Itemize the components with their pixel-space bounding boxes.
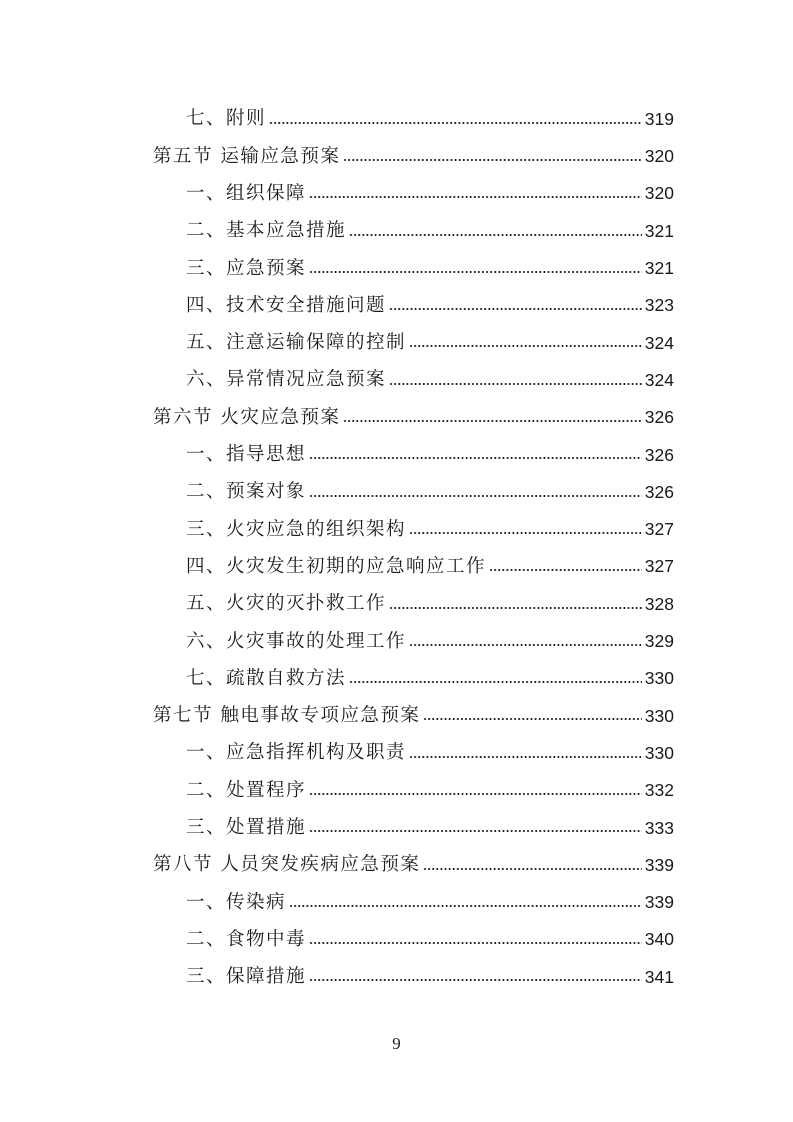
toc-dot-leader [343,420,641,422]
toc-subsection-entry[interactable] [153,437,674,474]
toc-entry-label: 一、应急指挥机构及职责 [186,742,407,764]
toc-subsection-entry[interactable] [153,213,674,250]
toc-dot-leader [409,756,642,758]
toc-dot-leader [269,122,642,124]
toc-entry-page-number: 328 [644,593,674,614]
toc-dot-leader [389,383,642,385]
toc-subsection-entry[interactable] [153,474,674,511]
toc-entry-label: 二、基本应急措施 [186,220,347,242]
toc-entry-page-number: 333 [644,817,674,838]
toc-section-entry[interactable] [153,847,674,884]
toc-subsection-entry[interactable] [153,772,674,809]
toc-subsection-entry[interactable] [153,623,674,660]
toc-entry-page-number: 329 [644,631,674,652]
toc-entry-page-number: 339 [644,892,674,913]
toc-entry-page-number: 319 [644,108,674,129]
toc-entry-label: 六、异常情况应急预案 [186,369,387,391]
toc-entry-page-number: 340 [644,929,674,950]
toc-entry-label: 一、指导思想 [186,444,307,466]
toc-subsection-entry[interactable] [153,810,674,847]
toc-entry-page-number: 327 [644,519,674,540]
toc-entry-page-number: 330 [644,742,674,763]
toc-dot-leader [309,271,642,273]
toc-dot-leader [409,345,642,347]
toc-subsection-entry[interactable] [153,586,674,623]
toc-subsection-entry[interactable] [153,101,674,138]
toc-entry-label: 三、处置措施 [186,817,307,839]
toc-entry-label: 三、应急预案 [186,257,307,279]
toc-entry-page-number: 332 [644,780,674,801]
toc-entry-label: 第六节 火灾应急预案 [153,406,341,428]
page-number: 9 [392,1034,401,1053]
toc-entry-label: 一、传染病 [186,891,287,913]
toc-entry-label: 四、火灾发生初期的应急响应工作 [186,555,487,577]
toc-entry-label: 第七节 触电事故专项应急预案 [153,705,421,727]
toc-entry-page-number: 324 [644,332,674,353]
toc-entry-page-number: 320 [644,183,674,204]
toc-dot-leader [309,793,642,795]
toc-entry-label: 二、预案对象 [186,481,307,503]
toc-subsection-entry[interactable] [153,922,674,959]
toc-subsection-entry[interactable] [153,362,674,399]
toc-dot-leader [289,905,642,907]
toc-entry-label: 六、火灾事故的处理工作 [186,630,407,652]
toc-subsection-entry[interactable] [153,176,674,213]
toc-dot-leader [309,979,642,981]
toc-dot-leader [309,495,642,497]
toc-entry-label: 三、保障措施 [186,966,307,988]
toc-subsection-entry[interactable] [153,549,674,586]
toc-entry-page-number: 339 [644,854,674,875]
toc-entry-page-number: 323 [644,295,674,316]
toc-entry-page-number: 321 [644,220,674,241]
toc-entry-label: 第八节 人员突发疾病应急预案 [153,854,421,876]
toc-entry-label: 二、食物中毒 [186,928,307,950]
toc-entry-label: 五、注意运输保障的控制 [186,332,407,354]
toc-entry-label: 二、处置程序 [186,779,307,801]
toc-subsection-entry[interactable] [153,325,674,362]
toc-dot-leader [389,308,642,310]
toc-entry-page-number: 341 [644,966,674,987]
toc-dot-leader [423,718,641,720]
toc-dot-leader [409,644,642,646]
toc-entry-page-number: 327 [644,556,674,577]
toc-section-entry[interactable] [153,698,674,735]
toc-entry-label: 七、附则 [186,108,267,130]
toc-subsection-entry[interactable] [153,511,674,548]
toc-entry-page-number: 324 [644,369,674,390]
toc-dot-leader [489,569,642,571]
toc-entry-label: 五、火灾的灭扑救工作 [186,593,387,615]
toc-dot-leader [309,457,642,459]
toc-section-entry[interactable] [153,138,674,175]
toc-dot-leader [423,868,641,870]
toc-dot-leader [389,607,642,609]
toc-subsection-entry[interactable] [153,959,674,996]
toc-subsection-entry[interactable] [153,660,674,697]
toc-entry-label: 三、火灾应急的组织架构 [186,518,407,540]
toc-dot-leader [309,942,642,944]
toc-entry-page-number: 326 [644,481,674,502]
toc-entry-page-number: 330 [644,668,674,689]
toc-entry-page-number: 326 [644,444,674,465]
toc-subsection-entry[interactable] [153,250,674,287]
toc-subsection-entry[interactable] [153,735,674,772]
toc-dot-leader [309,196,642,198]
toc-subsection-entry[interactable] [153,884,674,921]
toc-dot-leader [349,681,642,683]
table-of-contents [153,101,674,996]
toc-entry-label: 第五节 运输应急预案 [153,145,341,167]
toc-entry-page-number: 320 [644,146,674,167]
toc-dot-leader [309,830,642,832]
toc-entry-label: 七、疏散自救方法 [186,667,347,689]
toc-entry-label: 四、技术安全措施问题 [186,294,387,316]
toc-subsection-entry[interactable] [153,287,674,324]
toc-dot-leader [343,159,641,161]
toc-section-entry[interactable] [153,399,674,436]
toc-dot-leader [349,234,642,236]
toc-entry-label: 一、组织保障 [186,182,307,204]
toc-entry-page-number: 326 [644,407,674,428]
toc-entry-page-number: 321 [644,258,674,279]
toc-dot-leader [409,532,642,534]
toc-entry-page-number: 330 [644,705,674,726]
